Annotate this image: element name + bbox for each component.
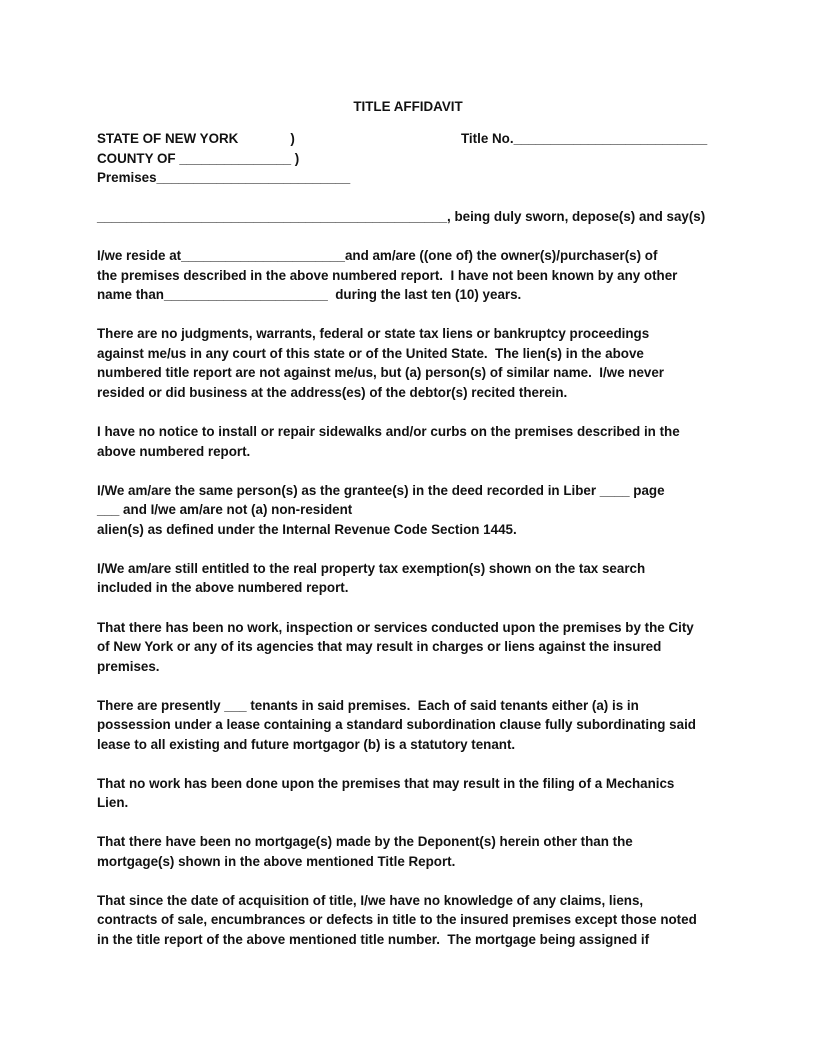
paragraph-grantee-line-1: I/We am/are the same person(s) as the grantee(s) in the deed recorded in Liber ____ page	[97, 483, 665, 498]
paragraph-claims-line-2: contracts of sale, encumbrances or defects in title to the insured premises except those noted	[97, 912, 697, 927]
county-line: COUNTY OF _______________ )	[97, 151, 300, 166]
paragraph-grantee-line-2: ___ and I/we am/are not (a) non-resident	[97, 502, 353, 517]
paragraph-residence-line-1: I/we reside at______________________and am/are ((one of) the owner(s)/purchaser(s) of	[97, 248, 658, 263]
paragraph-tenants-line-1: There are presently ___ tenants in said premises. Each of said tenants either (a) is in	[97, 698, 639, 713]
paragraph-mortgages-line-1: That there have been no mortgage(s) made by the Deponent(s) herein other than the	[97, 834, 633, 849]
premises-line: Premises__________________________	[97, 170, 351, 185]
paragraph-city-work-line-3: premises.	[97, 659, 160, 674]
paragraph-claims-line-1: That since the date of acquisition of title, I/we have no knowledge of any claims, liens,	[97, 893, 644, 908]
paragraph-mechanics-lien-line-2: Lien.	[97, 795, 129, 810]
paragraph-grantee-line-3: alien(s) as defined under the Internal Revenue Code Section 1445.	[97, 522, 517, 537]
paragraph-sidewalks-line-1: I have no notice to install or repair sidewalks and/or curbs on the premises described in the	[97, 424, 680, 439]
paragraph-city-work-line-2: of New York or any of its agencies that may result in charges or liens against the insured	[97, 639, 662, 654]
paragraph-judgments-line-3: numbered title report are not against me/us, but (a) person(s) of similar name. I/we never	[97, 365, 664, 380]
title-number-field: Title No.__________________________	[461, 131, 708, 146]
paragraph-tax-exemption-line-2: included in the above numbered report.	[97, 580, 349, 595]
paragraph-claims-line-3: in the title report of the above mentioned title number. The mortgage being assigned if	[97, 932, 650, 947]
paragraph-tax-exemption-line-1: I/We am/are still entitled to the real property tax exemption(s) shown on the tax search	[97, 561, 646, 576]
paragraph-residence-line-3: name than______________________ during the last ten (10) years.	[97, 287, 522, 302]
paragraph-judgments-line-2: against me/us in any court of this state or of the United State. The lien(s) in the above	[97, 346, 644, 361]
paragraph-mechanics-lien-line-1: That no work has been done upon the premises that may result in the filing of a Mechanics	[97, 776, 675, 791]
paragraph-mortgages-line-2: mortgage(s) shown in the above mentioned Title Report.	[97, 854, 456, 869]
paragraph-city-work-line-1: That there has been no work, inspection or services conducted upon the premises by the City	[97, 620, 694, 635]
paragraph-judgments-line-4: resided or did business at the address(es) of the debtor(s) recited therein.	[97, 385, 568, 400]
document-title: TITLE AFFIDAVIT	[353, 99, 463, 114]
paragraph-sidewalks-line-2: above numbered report.	[97, 444, 251, 459]
paragraph-tenants-line-2: possession under a lease containing a standard subordination clause fully subordinating said	[97, 717, 696, 732]
state-line: STATE OF NEW YORK )	[97, 131, 295, 146]
paragraph-residence-line-2: the premises described in the above numbered report. I have not been known by any other	[97, 268, 678, 283]
paragraph-tenants-line-3: lease to all existing and future mortgagor (b) is a statutory tenant.	[97, 737, 516, 752]
sworn-line: _______________________________________________, being duly sworn, depose(s) and say(s)	[97, 209, 706, 224]
paragraph-judgments-line-1: There are no judgments, warrants, federal or state tax liens or bankruptcy proceedings	[97, 326, 650, 341]
